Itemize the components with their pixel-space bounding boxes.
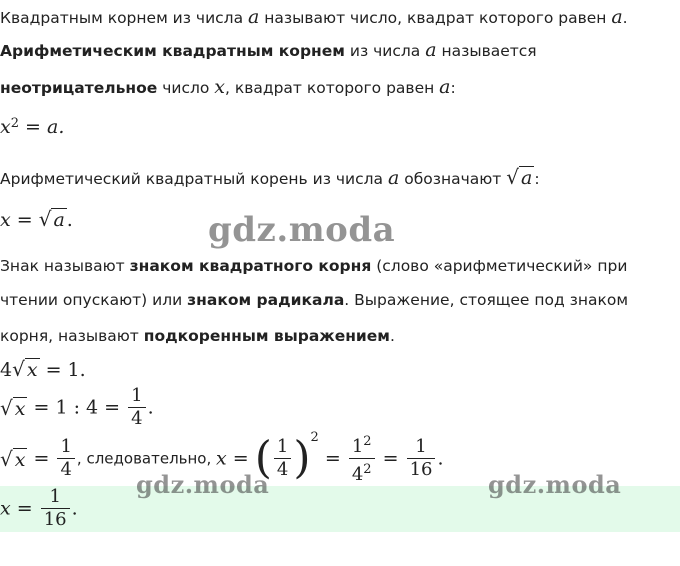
radical-line-3 bbox=[0, 327, 395, 345]
watermark: gdz.moda bbox=[208, 210, 396, 250]
coefficient: 4 bbox=[0, 359, 13, 381]
text: называется bbox=[436, 42, 537, 60]
numerator-base: 1 bbox=[351, 436, 364, 457]
radical-sign: √ bbox=[0, 395, 13, 420]
math-var: x bbox=[214, 76, 225, 98]
text: корня, называют bbox=[0, 327, 144, 345]
radicand: x bbox=[14, 448, 26, 471]
denominator-base: 4 bbox=[351, 464, 364, 485]
numerator: 1 bbox=[57, 436, 74, 459]
bold-term: знаком радикала bbox=[187, 291, 345, 309]
text: Арифметический квадратный корень из числа bbox=[0, 170, 388, 188]
answer-equation bbox=[0, 486, 78, 526]
text: из числа bbox=[344, 42, 426, 60]
exponent: 2 bbox=[10, 116, 19, 131]
math-expr: = a. bbox=[19, 116, 65, 139]
equation-sqrt-x-quarter bbox=[0, 385, 154, 430]
fraction bbox=[349, 431, 375, 486]
denominator: 4 bbox=[60, 459, 72, 480]
numerator: 1 bbox=[407, 436, 436, 459]
sqrt-symbol bbox=[12, 357, 39, 381]
radicand: x bbox=[14, 397, 26, 420]
fraction bbox=[274, 436, 291, 481]
exponent: 2 bbox=[363, 462, 372, 477]
equals: = bbox=[318, 447, 347, 470]
math-var: x bbox=[0, 116, 11, 139]
equals: = bbox=[27, 447, 56, 470]
text: (слово «арифметический» при bbox=[371, 257, 628, 275]
radical-sign: √ bbox=[12, 357, 25, 381]
denominator: 16 bbox=[43, 509, 67, 526]
math-var: a bbox=[439, 76, 451, 98]
math-var: a bbox=[425, 39, 437, 61]
bold-term: подкоренным выражением bbox=[143, 327, 390, 345]
text: . bbox=[389, 327, 395, 345]
denominator: 4 bbox=[276, 459, 289, 480]
watermark: gdz.moda bbox=[488, 470, 622, 499]
numerator: 1 bbox=[274, 436, 291, 459]
sqrt-symbol bbox=[0, 396, 27, 420]
fraction bbox=[128, 385, 145, 430]
definition-line-2 bbox=[0, 39, 537, 61]
text: : bbox=[450, 79, 456, 97]
equation-x-squared bbox=[0, 116, 64, 138]
definition-line-1 bbox=[0, 6, 628, 28]
radical-sign: √ bbox=[38, 207, 52, 231]
equals: = bbox=[376, 447, 405, 470]
equation-4-sqrt-x bbox=[0, 357, 86, 381]
watermark: gdz.moda bbox=[136, 470, 270, 499]
text: , квадрат которого равен bbox=[225, 79, 440, 97]
period: . bbox=[66, 209, 73, 231]
text: обозначают bbox=[399, 170, 507, 188]
right-paren: ) bbox=[293, 432, 311, 484]
sqrt-symbol bbox=[0, 447, 27, 471]
equation-x-sqrt-a bbox=[0, 207, 73, 231]
text: . Выражение, стоящее под знаком bbox=[344, 291, 629, 309]
left-paren: ( bbox=[254, 432, 272, 484]
text: число bbox=[157, 79, 215, 97]
numerator bbox=[349, 431, 375, 459]
math-expr: = 1. bbox=[39, 359, 86, 381]
radical-sign: √ bbox=[506, 165, 520, 189]
radical-line-2 bbox=[0, 291, 628, 309]
denominator: 4 bbox=[131, 408, 143, 429]
math-expr: = 1 : 4 = bbox=[27, 396, 127, 419]
equals: = bbox=[226, 447, 255, 470]
numerator: 1 bbox=[41, 486, 70, 509]
text: Квадратным корнем из числа bbox=[0, 9, 249, 27]
text: . bbox=[622, 9, 628, 27]
bold-term: Арифметическим квадратным корнем bbox=[0, 42, 345, 60]
exponent: 2 bbox=[363, 434, 372, 449]
math-var: x bbox=[216, 447, 227, 470]
denominator bbox=[349, 459, 375, 486]
bold-term: неотрицательное bbox=[0, 79, 158, 97]
radicand: a bbox=[53, 209, 65, 231]
fraction bbox=[407, 436, 436, 481]
math-expr: x = bbox=[0, 209, 39, 231]
denominator: 16 bbox=[409, 459, 433, 480]
radicand: a bbox=[521, 167, 533, 189]
math-expr: x = bbox=[0, 497, 39, 520]
sqrt-symbol bbox=[506, 165, 534, 189]
fraction bbox=[41, 486, 70, 526]
text: , следовательно, bbox=[76, 449, 217, 468]
radicand: x bbox=[26, 359, 38, 381]
numerator: 1 bbox=[128, 385, 145, 408]
sqrt-symbol bbox=[39, 207, 67, 231]
radical-sign: √ bbox=[0, 446, 13, 471]
period: . bbox=[71, 497, 78, 520]
exponent: 2 bbox=[310, 430, 319, 445]
notation-line bbox=[0, 165, 540, 189]
period: . bbox=[147, 396, 154, 419]
period: . bbox=[437, 447, 444, 470]
fraction bbox=[57, 436, 74, 481]
math-var: a bbox=[611, 6, 623, 28]
math-var: a bbox=[248, 6, 260, 28]
text: называют число, квадрат которого равен bbox=[259, 9, 612, 27]
definition-line-3 bbox=[0, 76, 456, 98]
text: чтении опускают) или bbox=[0, 291, 188, 309]
text: Знак называют bbox=[0, 257, 130, 275]
bold-term: знаком квадратного корня bbox=[129, 257, 372, 275]
radical-line-1 bbox=[0, 257, 627, 275]
math-var: a bbox=[387, 167, 400, 189]
text: : bbox=[534, 170, 540, 188]
